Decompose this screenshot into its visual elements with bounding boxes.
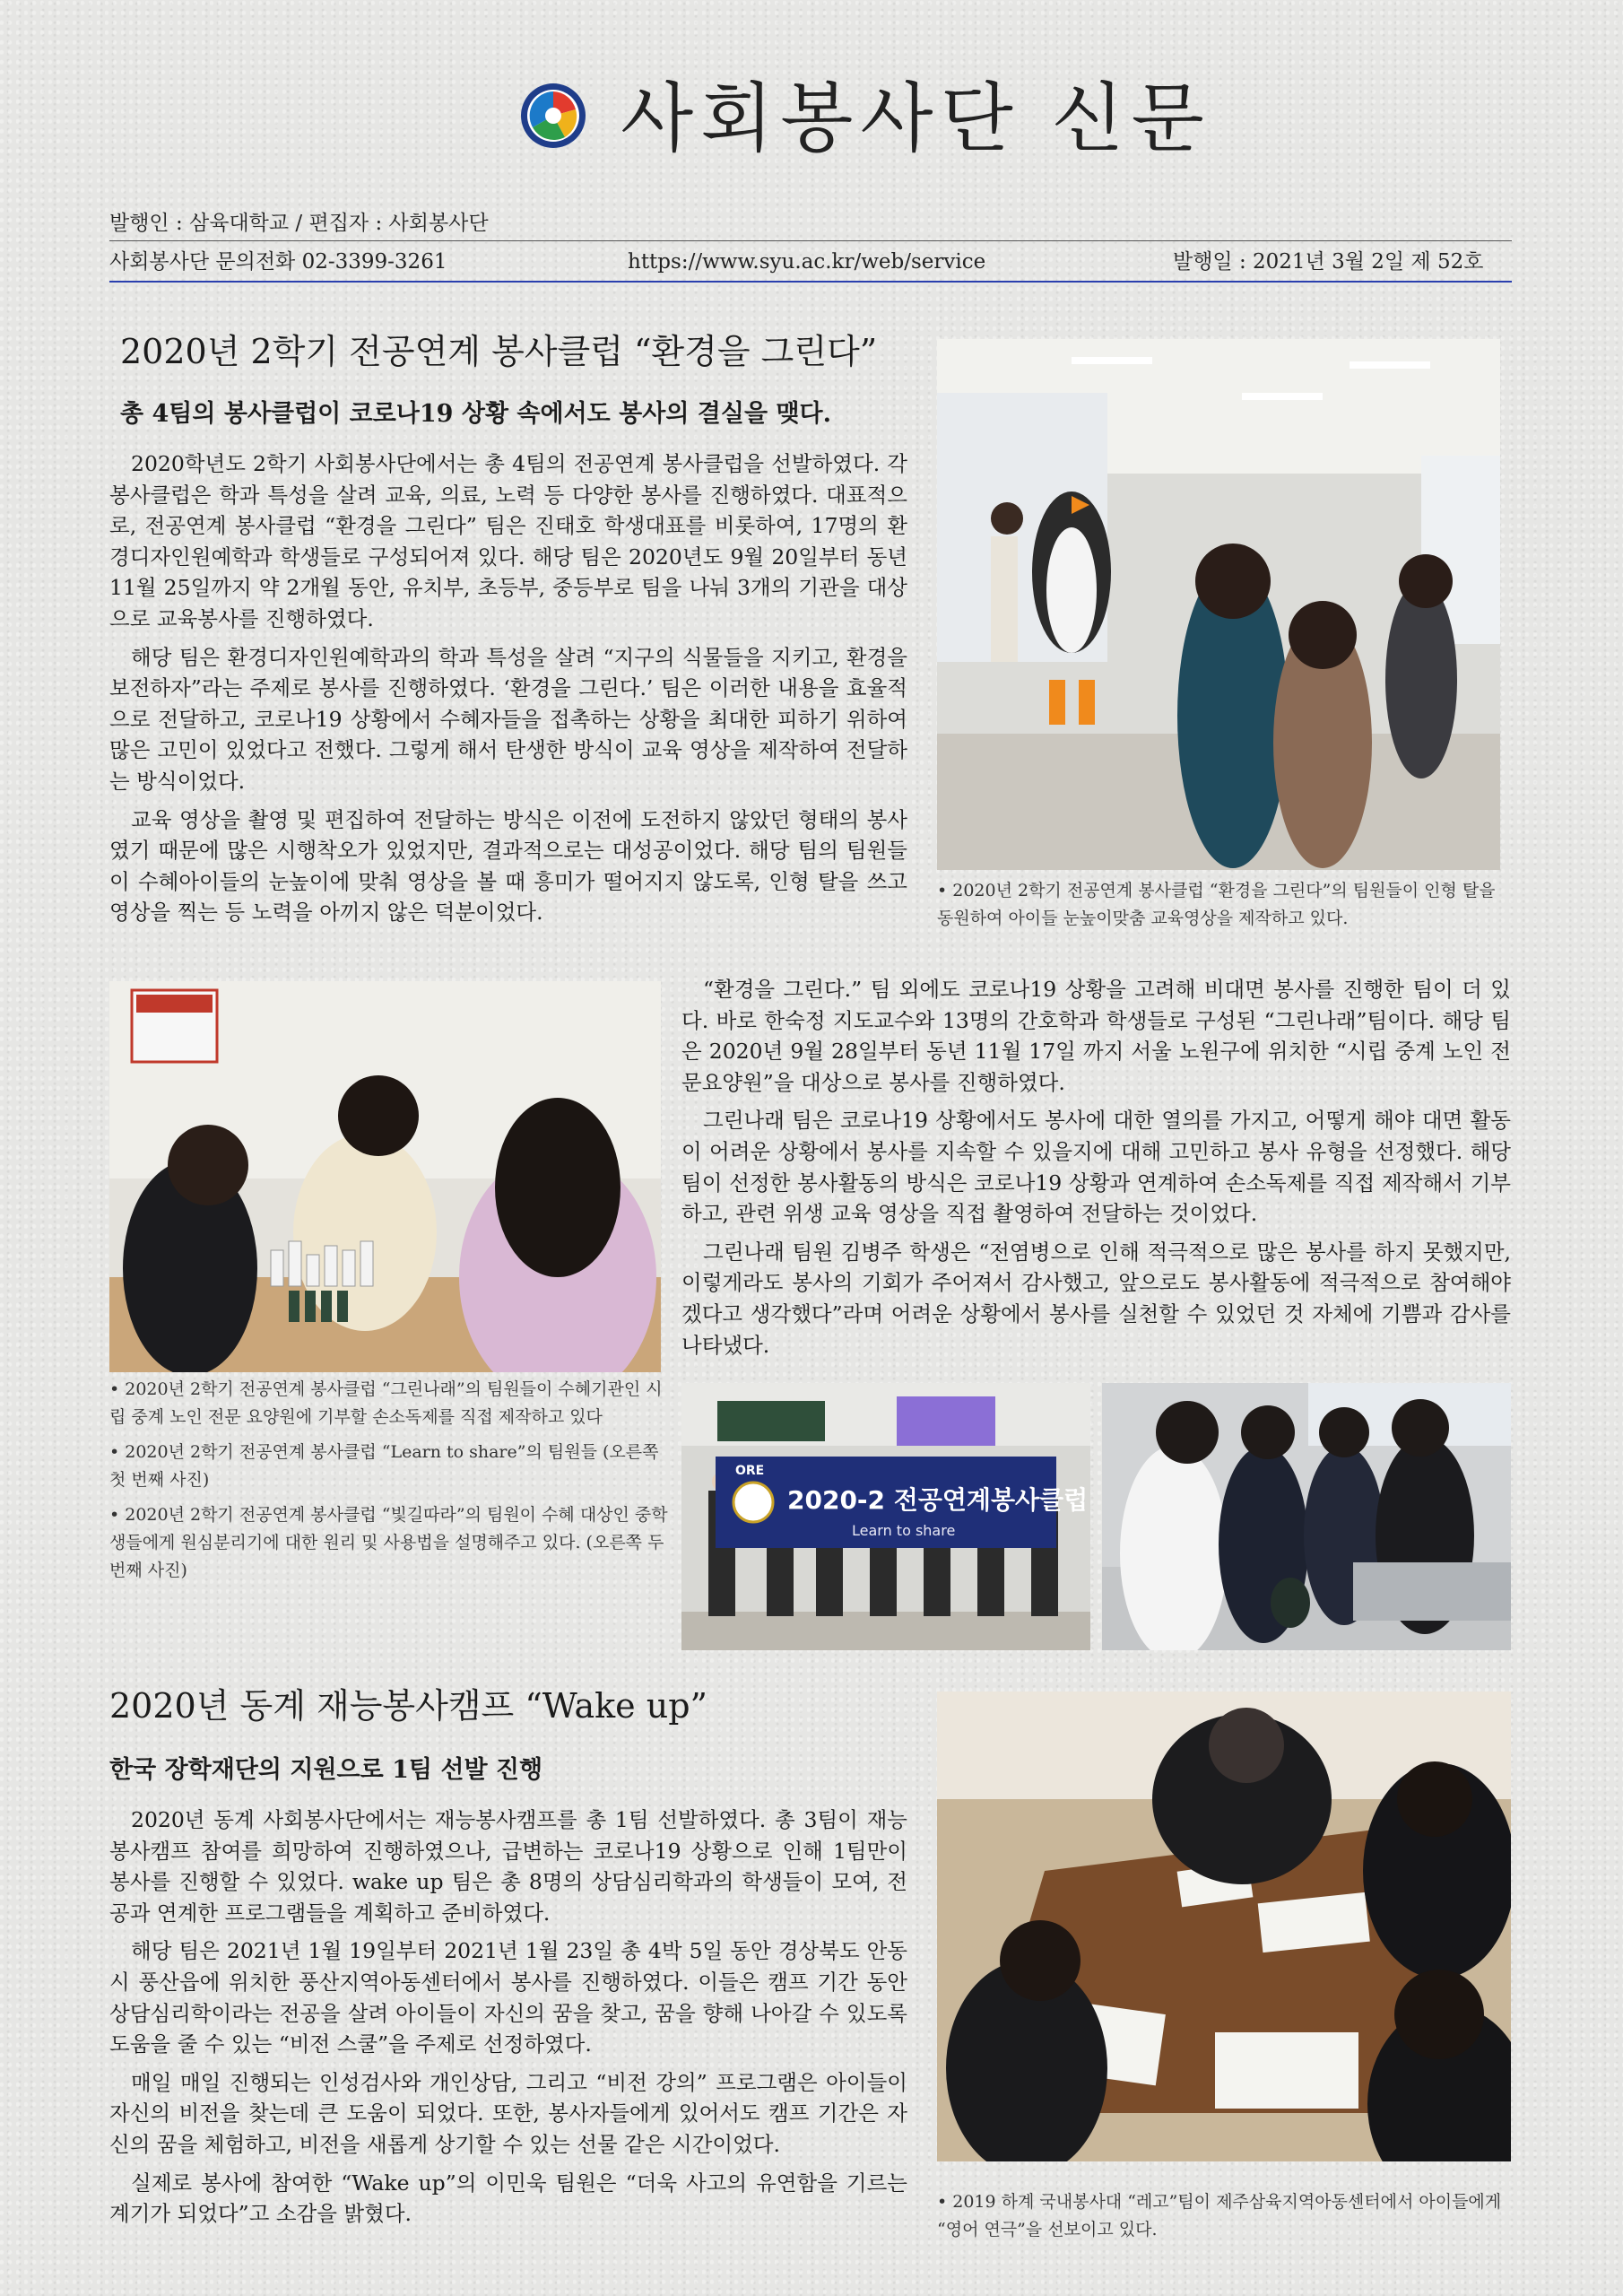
- issue-date: 발행일 : 2021년 3월 2일 제 52호: [1173, 250, 1484, 274]
- article3-paragraph: 해당 팀은 2021년 1월 19일부터 2021년 1월 23일 총 4박 5일 동안 경상북도 안동시 풍산읍에 위치한 풍산지역아동센터에서 봉사를 진행하였다. 이들은 캠프 기간 동안 상담심리학이라는 전공을 살려 아이들이 자신의 꿈을 찾고, 꿈을 향해 나아갈 수 있도록 도움을 줄 수 있는 “비전 스쿨”을 주제로 선정하였다.: [109, 1938, 907, 2057]
- article2-paragraph: 그린나래 팀은 코로나19 상황에서도 봉사에 대한 열의를 가지고, 어떻게 해야 대면 활동이 어려운 상황에서 봉사를 지속할 수 있을지에 대해 고민하고 봉사 유형을 선정했다. 해당 팀이 선정한 봉사활동의 방식은 코로나19 상황과 연계하여 손소독제를 직접 제작해서 기부하고, 관련 위생 교육 영상을 직접 촬영하여 전달하는 것이었다.: [681, 1108, 1511, 1227]
- learn-to-share-photo: [681, 1383, 1090, 1650]
- article1-photo-caption: • 2020년 2학기 전공연계 봉사클럽 “환경을 그린다”의 팀원들이 인형 탈을 동원하여 아이들 눈높이맞춤 교육영상을 제작하고 있다.: [937, 881, 1496, 928]
- article3-photo-caption: • 2019 하계 국내봉사대 “레고”팀이 제주삼육지역아동센터에서 아이들에게 “영어 연극”을 선보이고 있다.: [937, 2192, 1502, 2239]
- emblem-logo-icon: [520, 83, 586, 149]
- article2-paragraph: “환경을 그린다.” 팀 외에도 코로나19 상황을 고려해 비대면 봉사를 진행한 팀이 더 있다. 바로 한숙정 지도교수와 13명의 간호학과 학생들로 구성된 “그린나래”팀이다. 해당 팀은 2020년 9월 28일부터 동년 11월 17일 까지 서울 노원구에 위치한 “시립 중계 노인 전문요양원”을 대상으로 봉사를 진행하였다.: [681, 977, 1511, 1095]
- article1-body: [109, 448, 907, 928]
- header-divider: [109, 240, 1512, 241]
- article2-captions: [109, 1376, 673, 1585]
- article3-paragraph: 실제로 봉사에 참여한 “Wake up”의 이민욱 팀원은 “더욱 사고의 유연함을 기르는 계기가 되었다”고 소감을 밝혔다.: [109, 2170, 907, 2227]
- article1-headline: 2020년 2학기 전공연계 봉사클럽 “환경을 그린다”: [120, 332, 878, 371]
- newspaper-title: 사회봉사단 신문: [621, 74, 1211, 162]
- article3-paragraph: 매일 매일 진행되는 인성검사와 개인상담, 그리고 “비전 강의” 프로그램은 아이들이 자신의 비전을 찾는데 큰 도움이 되었다. 또한, 봉사자들에게 있어서도 캠프 기간은 자신의 꿈을 체험하고, 비전을 새롭게 상기할 수 있는 선물 같은 시간이었다.: [109, 2069, 907, 2157]
- article2-paragraph: 그린나래 팀원 김병주 학생은 “전염병으로 인해 적극적으로 많은 봉사를 하지 못했지만, 이렇게라도 봉사의 기회가 주어져서 감사했고, 앞으로도 봉사활동에 적극적으로 참여해야겠다고 생각했다”라며 어려운 상황에서 봉사를 실천할 수 있었던 것 자체에 기쁨과 감사를 나타냈다.: [681, 1239, 1511, 1358]
- website-url: https://www.syu.ac.kr/web/service: [628, 250, 986, 274]
- article1-paragraph: 해당 팀은 환경디자인원예학과의 학과 특성을 살려 “지구의 식물들을 지키고, 환경을 보전하자”라는 주제로 봉사를 진행하였다. ‘환경을 그린다.’ 팀은 이러한 내용을 효율적으로 전달하고, 코로나19 상황에서 수혜자들을 접촉하는 상황을 최대한 피하기 위하여 많은 고민이 있었다고 전했다. 그렇게 해서 탄생한 방식이 교육 영상을 제작하여 전달하는 방식이었다.: [109, 644, 907, 794]
- publisher-line: 발행인 : 삼육대학교 / 편집자 : 사회봉사단: [109, 212, 489, 235]
- article1-paragraph: 교육 영상을 촬영 및 편집하여 전달하는 방식은 이전에 도전하지 않았던 형태의 봉사였기 때문에 많은 시행착오가 있었지만, 결과적으로는 대성공이었다. 해당 팀의 팀원들이 수혜아이들의 눈높이에 맞춰 영상을 볼 때 흥미가 떨어지지 않도록, 인형 탈을 쓰고 영상을 찍는 등 노력을 아끼지 않은 덕분이었다.: [109, 806, 907, 926]
- banner-title: 2020-2 전공연계봉사클럽: [787, 1485, 1089, 1515]
- contact-phone: 사회봉사단 문의전화 02-3399-3261: [109, 250, 447, 274]
- article2-body: [681, 974, 1511, 1361]
- article1-photo: [937, 339, 1500, 870]
- article3-body: [109, 1805, 907, 2230]
- header-rule: [109, 281, 1512, 283]
- greennarae-caption: • 2020년 2학기 전공연계 봉사클럽 “그린나래”의 팀원들이 수혜기관인 시립 중계 노인 전문 요양원에 기부할 손소독제를 직접 제작하고 있다: [109, 1379, 663, 1427]
- greennarae-photo: [109, 981, 661, 1372]
- learn-to-share-caption: • 2020년 2학기 전공연계 봉사클럽 “Learn to share”의 팀원들 (오른쪽 첫 번째 사진): [109, 1442, 659, 1490]
- article3-paragraph: 2020년 동계 사회봉사단에서는 재능봉사캠프를 총 1팀 선발하였다. 총 3팀이 재능봉사캠프 참여를 희망하여 진행하였으나, 급변하는 코로나19 상황으로 인해 1팀만이 봉사를 진행할 수 있었다. wake up 팀은 총 8명의 상담심리학과의 학생들이 모여, 전공과 연계한 프로그램들을 계획하고 준비하였다.: [109, 1807, 908, 1926]
- banner-logo-text: ORE: [735, 1464, 765, 1478]
- banner-subtitle: Learn to share: [852, 1522, 956, 1539]
- article3-subheadline: 한국 장학재단의 지원으로 1팀 선발 진행: [109, 1756, 543, 1784]
- article3-headline: 2020년 동계 재능봉사캠프 “Wake up”: [109, 1686, 707, 1726]
- article3-photo: [937, 1692, 1511, 2161]
- bitgil-caption: • 2020년 2학기 전공연계 봉사클럽 “빛길따라”의 팀원이 수혜 대상인 중학생들에게 원심분리기에 대한 원리 및 사용법을 설명해주고 있다. (오른쪽 두 번째 사진): [109, 1505, 668, 1580]
- centrifuge-photo: [1102, 1383, 1511, 1650]
- article1-paragraph: 2020학년도 2학기 사회봉사단에서는 총 4팀의 전공연계 봉사클럽을 선발하였다. 각 봉사클럽은 학과 특성을 살려 교육, 의료, 노력 등 다양한 봉사를 진행하였다. 대표적으로, 전공연계 봉사클럽 “환경을 그린다” 팀은 진태호 학생대표를 비롯하여, 17명의 환경디자인원예학과 학생들로 구성되어져 있다. 해당 팀은 2020년도 9월 20일부터 동년 11월 25일까지 약 2개월 동안, 유치부, 초등부, 중등부로 팀을 나눠 3개의 기관을 대상으로 교육봉사를 진행하였다.: [109, 451, 907, 631]
- article1-subheadline: 총 4팀의 봉사클럽이 코로나19 상황 속에서도 봉사의 결실을 맺다.: [120, 400, 832, 428]
